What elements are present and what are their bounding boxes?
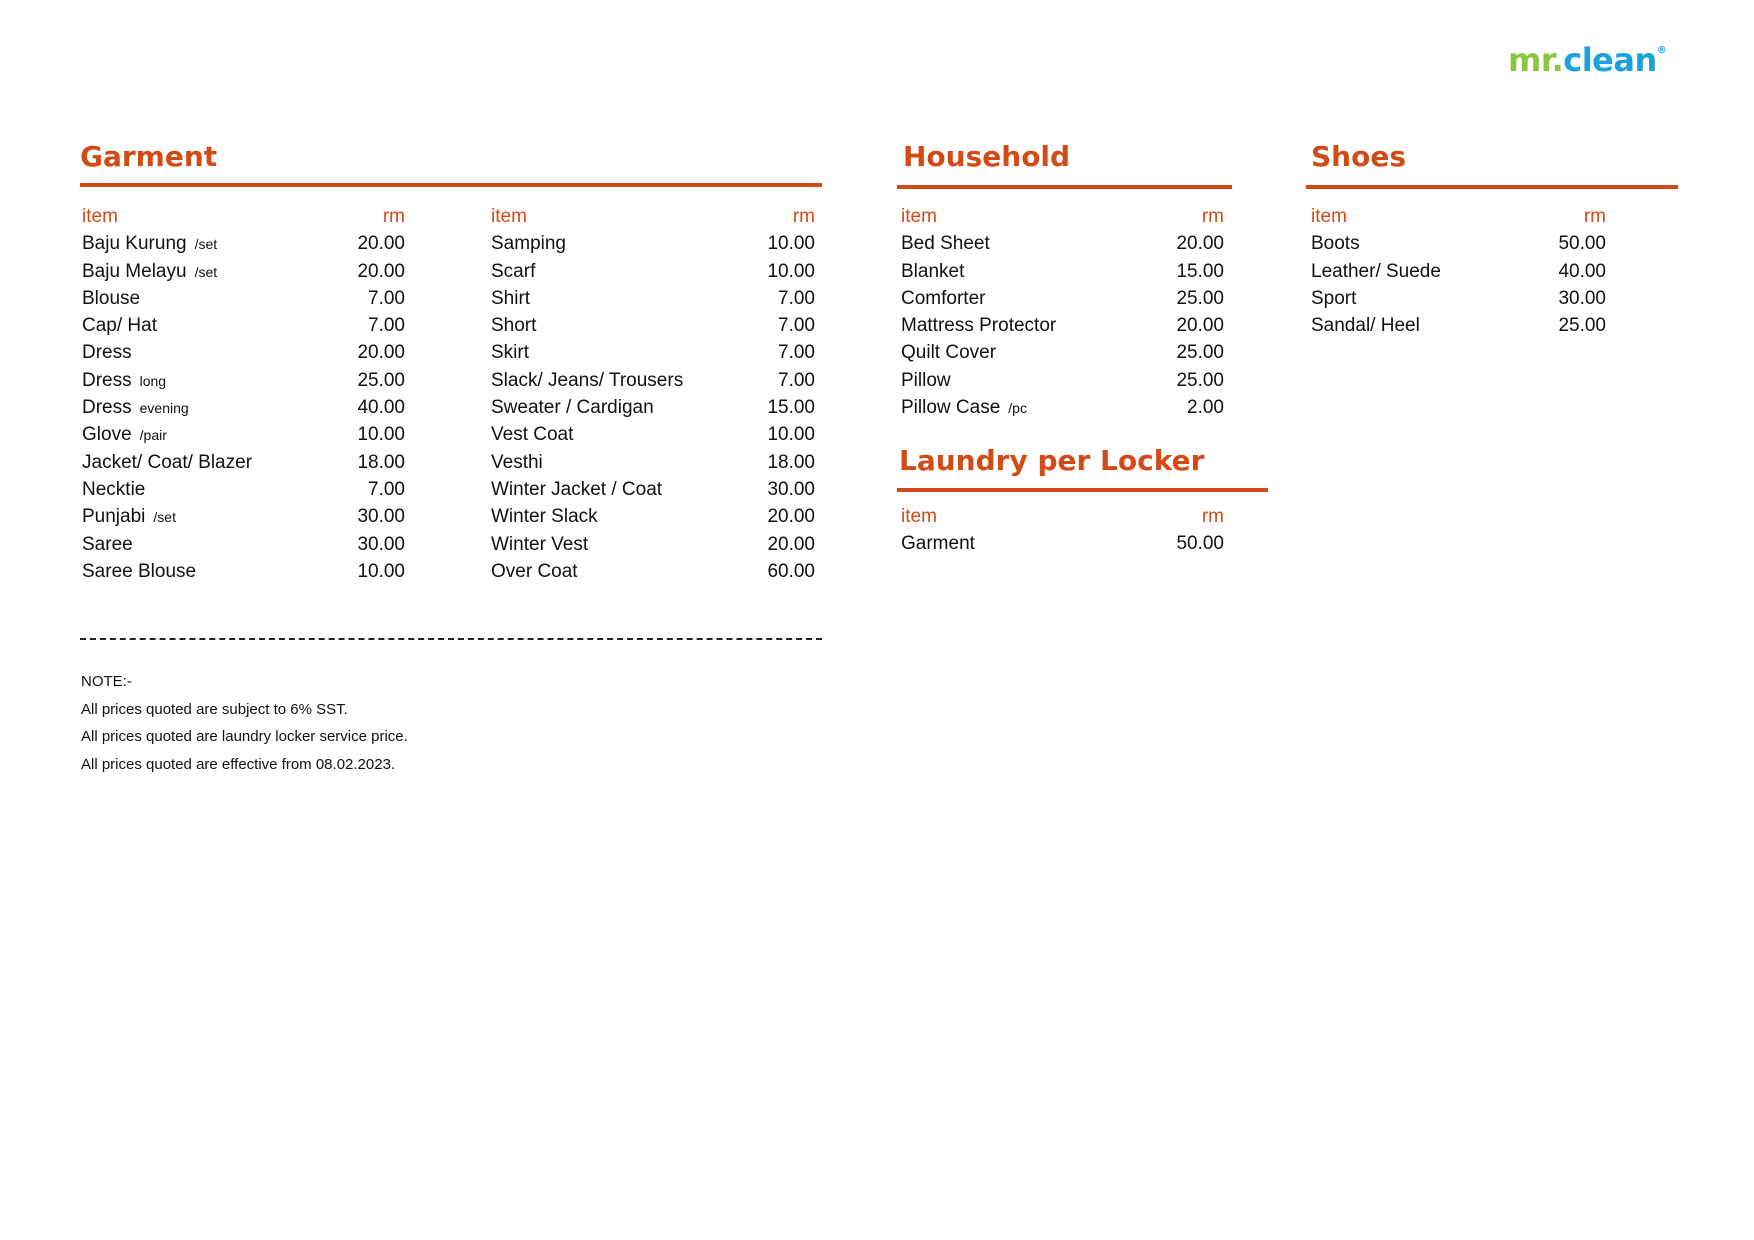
item-price: 20.00 (767, 533, 815, 555)
item-price: 10.00 (357, 560, 405, 582)
item-name: Over Coat (491, 560, 578, 582)
item-name: Blanket (901, 260, 965, 282)
item-name: Punjabi (82, 506, 146, 528)
price-row (491, 421, 815, 448)
column-header-rm: rm (1201, 506, 1224, 527)
price-row (1311, 258, 1606, 285)
item-name: Pillow Case (901, 397, 1001, 419)
item-name-cell (491, 531, 588, 558)
household-table (901, 203, 1224, 421)
price-row (82, 476, 405, 503)
item-name-cell (491, 230, 566, 257)
price-row (901, 339, 1224, 366)
column-header-item: item (82, 206, 118, 227)
item-unit: /pc (1008, 400, 1027, 417)
item-name-cell (82, 503, 176, 531)
item-unit: /set (194, 236, 218, 253)
item-price: 25.00 (1176, 342, 1224, 364)
item-name: Baju Kurung (82, 233, 187, 255)
price-row (82, 230, 405, 257)
item-price: 10.00 (767, 424, 815, 446)
price-row (1311, 230, 1606, 257)
item-price: 25.00 (1176, 287, 1224, 309)
item-price: 7.00 (778, 287, 815, 309)
shoes-heading: Shoes (1311, 140, 1406, 173)
item-name-cell (491, 258, 535, 285)
item-name-cell (1311, 285, 1356, 312)
garment-rule (80, 183, 822, 187)
notes-divider (80, 638, 822, 640)
item-name: Jacket/ Coat/ Blazer (82, 451, 253, 473)
table-header-row (901, 203, 1224, 230)
item-name-cell (491, 312, 536, 339)
item-price: 25.00 (1558, 315, 1606, 337)
price-row (901, 530, 1224, 557)
item-name: Skirt (491, 342, 529, 364)
item-name: Saree Blouse (82, 560, 197, 582)
item-name: Sandal/ Heel (1311, 315, 1420, 337)
price-row (1311, 285, 1606, 312)
item-name: Mattress Protector (901, 315, 1057, 337)
item-name: Glove (82, 424, 132, 446)
column-header-rm: rm (1583, 206, 1606, 227)
item-name-cell (82, 531, 133, 558)
item-name-cell (82, 367, 166, 395)
price-row (82, 421, 405, 448)
item-price: 30.00 (1558, 287, 1606, 309)
column-header-item: item (1311, 206, 1347, 227)
item-price: 7.00 (368, 315, 405, 337)
item-price: 30.00 (767, 478, 815, 500)
item-name-cell (1311, 312, 1420, 339)
table-header-row (901, 503, 1224, 530)
item-name-cell (491, 503, 598, 530)
item-name-cell (901, 339, 996, 366)
note-line: All prices quoted are subject to 6% SST. (81, 700, 348, 718)
item-name-cell (82, 312, 157, 339)
item-name: Sweater / Cardigan (491, 397, 654, 419)
item-name: Short (491, 315, 537, 337)
price-row (491, 339, 815, 366)
price-row (1311, 312, 1606, 339)
item-name-cell (901, 530, 975, 557)
item-name: Bed Sheet (901, 233, 990, 255)
price-row (901, 230, 1224, 257)
item-price: 20.00 (357, 342, 405, 364)
locker-rule (897, 488, 1268, 492)
column-header-item: item (901, 506, 937, 527)
column-header-rm: rm (792, 206, 815, 227)
price-row (82, 285, 405, 312)
item-price: 7.00 (368, 478, 405, 500)
item-name-cell (491, 339, 529, 366)
item-price: 20.00 (1176, 315, 1224, 337)
price-row (901, 394, 1224, 421)
item-price: 20.00 (357, 260, 405, 282)
note-line: All prices quoted are laundry locker service price. (81, 728, 408, 745)
table-header-row (1311, 203, 1606, 230)
item-price: 10.00 (767, 260, 815, 282)
item-name-cell (491, 394, 654, 421)
item-name-cell (82, 339, 132, 366)
item-name: Sport (1311, 287, 1357, 309)
price-row (901, 367, 1224, 394)
item-price: 15.00 (767, 397, 815, 419)
price-row (82, 531, 405, 558)
price-row (491, 476, 815, 503)
item-unit: long (139, 372, 167, 389)
item-name-cell (901, 285, 985, 312)
item-unit: /pair (139, 427, 167, 444)
item-price: 7.00 (778, 315, 815, 337)
item-price: 25.00 (357, 369, 405, 391)
item-name: Boots (1311, 233, 1360, 255)
item-name: Vesthi (491, 451, 543, 473)
item-name-cell (82, 230, 217, 258)
item-name-cell (491, 421, 573, 448)
item-name: Winter Vest (491, 533, 589, 555)
item-name-cell (82, 476, 145, 503)
price-row (82, 394, 405, 421)
item-name-cell (901, 394, 1027, 422)
item-price: 10.00 (357, 424, 405, 446)
price-row (491, 558, 815, 585)
item-name-cell (82, 421, 167, 449)
price-row (491, 312, 815, 339)
item-name: Cap/ Hat (82, 315, 157, 337)
item-name-cell (901, 367, 951, 394)
price-row (491, 367, 815, 394)
garment-heading: Garment (80, 140, 218, 173)
item-price: 7.00 (778, 342, 815, 364)
price-row (82, 503, 405, 530)
item-name: Comforter (901, 287, 986, 309)
price-row (901, 312, 1224, 339)
price-row (491, 230, 815, 257)
item-price: 20.00 (357, 233, 405, 255)
notes-heading: NOTE:- (81, 673, 132, 690)
column-header-item: item (901, 206, 937, 227)
item-name-cell (491, 476, 662, 503)
notes-block (81, 668, 408, 778)
item-price: 10.00 (767, 233, 815, 255)
item-price: 2.00 (1187, 397, 1224, 419)
column-header-rm: rm (1201, 206, 1224, 227)
item-price: 20.00 (1176, 233, 1224, 255)
logo-mr: mr. (1508, 41, 1564, 79)
item-name: Dress (82, 369, 132, 391)
item-unit: /set (194, 263, 218, 280)
item-name: Pillow (901, 369, 951, 391)
brand-logo (1508, 41, 1667, 79)
item-name: Dress (82, 342, 132, 364)
item-name: Samping (491, 233, 566, 255)
logo-clean: clean (1563, 41, 1657, 79)
item-price: 7.00 (368, 287, 405, 309)
household-rule (897, 185, 1232, 189)
item-name: Scarf (491, 260, 536, 282)
locker-heading: Laundry per Locker (899, 444, 1205, 477)
item-price: 40.00 (357, 397, 405, 419)
item-name-cell (491, 449, 543, 476)
price-row (82, 449, 405, 476)
item-name-cell (1311, 258, 1441, 285)
table-header-row (491, 203, 815, 230)
item-name: Baju Melayu (82, 260, 187, 282)
item-price: 30.00 (357, 533, 405, 555)
item-name-cell (1311, 230, 1360, 257)
item-name: Vest Coat (491, 424, 574, 446)
item-name: Leather/ Suede (1311, 260, 1441, 282)
column-header-rm: rm (382, 206, 405, 227)
note-line: All prices quoted are effective from 08.02.2023. (81, 755, 396, 773)
item-name: Saree (82, 533, 133, 555)
item-name-cell (82, 258, 217, 286)
column-header-item: item (491, 206, 527, 227)
item-price: 40.00 (1558, 260, 1606, 282)
logo-registered-mark: ® (1656, 45, 1667, 56)
item-name-cell (82, 394, 189, 422)
item-name-cell (491, 558, 578, 585)
item-name-cell (901, 258, 964, 285)
item-price: 18.00 (357, 451, 405, 473)
price-row (82, 312, 405, 339)
item-price: 50.00 (1176, 533, 1224, 555)
item-name-cell (491, 367, 683, 394)
item-name-cell (82, 285, 140, 312)
item-name: Blouse (82, 287, 141, 309)
table-header-row (82, 203, 405, 230)
price-row (491, 503, 815, 530)
item-price: 15.00 (1176, 260, 1224, 282)
price-row (491, 394, 815, 421)
item-name: Quilt Cover (901, 342, 997, 364)
household-heading: Household (903, 140, 1071, 173)
price-row (491, 285, 815, 312)
locker-table (901, 503, 1224, 558)
price-row (901, 285, 1224, 312)
price-row (901, 258, 1224, 285)
item-name: Garment (901, 533, 975, 555)
item-price: 60.00 (767, 560, 815, 582)
item-name-cell (901, 230, 990, 257)
item-name-cell (491, 285, 530, 312)
garment-table-right (491, 203, 815, 585)
item-unit: evening (139, 400, 189, 417)
item-price: 18.00 (767, 451, 815, 473)
item-price: 7.00 (778, 369, 815, 391)
item-name-cell (82, 449, 252, 476)
item-price: 50.00 (1558, 233, 1606, 255)
item-unit: /set (153, 509, 176, 526)
item-name-cell (901, 312, 1056, 339)
price-row (82, 558, 405, 585)
item-name-cell (82, 558, 196, 585)
item-price: 20.00 (767, 506, 815, 528)
item-name: Shirt (491, 287, 531, 309)
item-name: Winter Jacket / Coat (491, 478, 663, 500)
price-row (82, 367, 405, 394)
price-row (82, 258, 405, 285)
item-price: 30.00 (357, 506, 405, 528)
price-row (491, 258, 815, 285)
item-name: Necktie (82, 478, 146, 500)
price-row (82, 339, 405, 366)
garment-table-left (82, 203, 405, 585)
shoes-table (1311, 203, 1606, 339)
item-name: Slack/ Jeans/ Trousers (491, 369, 684, 391)
shoes-rule (1306, 185, 1678, 189)
price-row (491, 531, 815, 558)
item-name: Winter Slack (491, 506, 598, 528)
price-row (491, 449, 815, 476)
item-price: 25.00 (1176, 369, 1224, 391)
item-name: Dress (82, 397, 132, 419)
